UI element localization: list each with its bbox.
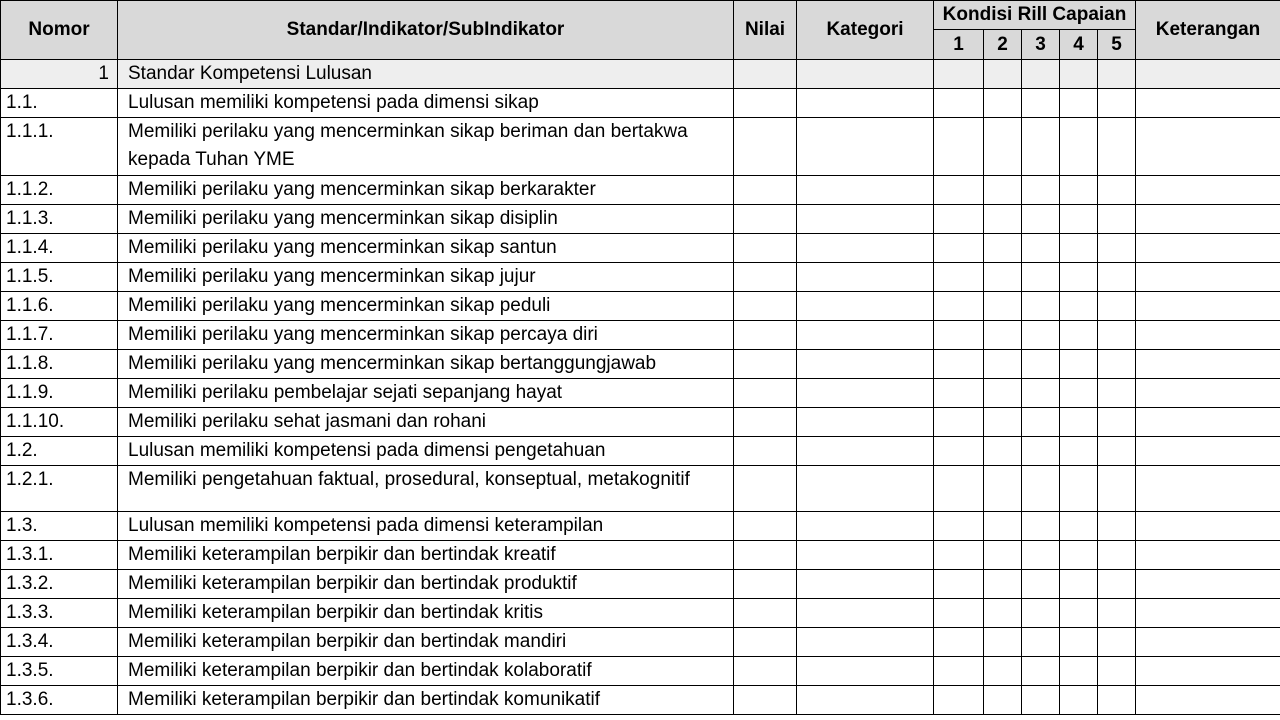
keterangan-cell[interactable] — [1136, 350, 1280, 379]
level-1-cell[interactable] — [934, 118, 984, 176]
row-number: 1.2. — [1, 437, 118, 466]
keterangan-cell[interactable] — [1136, 176, 1280, 205]
level-2-cell[interactable] — [984, 657, 1022, 686]
header-level-3: 3 — [1022, 30, 1060, 60]
row-number: 1.1. — [1, 89, 118, 118]
level-5-cell[interactable] — [1098, 263, 1136, 292]
keterangan-cell[interactable] — [1136, 599, 1280, 628]
level-5-cell[interactable] — [1098, 234, 1136, 263]
header-kategori: Kategori — [797, 1, 934, 60]
level-3-cell[interactable] — [1022, 379, 1060, 408]
table-row — [1, 408, 1280, 437]
row-indicator: Standar Kompetensi Lulusan — [118, 60, 734, 89]
level-4-cell[interactable] — [1060, 350, 1098, 379]
nilai-cell[interactable] — [734, 321, 797, 350]
level-2-cell[interactable] — [984, 686, 1022, 715]
kategori-cell[interactable] — [797, 686, 934, 715]
level-2-cell[interactable] — [984, 234, 1022, 263]
row-indicator: Memiliki perilaku yang mencerminkan sikap beriman dan bertakwa kepada Tuhan YME — [118, 118, 734, 176]
level-3-cell[interactable] — [1022, 541, 1060, 570]
level-4-cell[interactable] — [1060, 628, 1098, 657]
table-row — [1, 379, 1280, 408]
level-1-cell[interactable] — [934, 408, 984, 437]
level-4-cell[interactable] — [1060, 234, 1098, 263]
table-header — [1, 1, 1280, 60]
kategori-cell[interactable] — [797, 118, 934, 176]
level-1-cell[interactable] — [934, 657, 984, 686]
table-row — [1, 263, 1280, 292]
level-3-cell[interactable] — [1022, 350, 1060, 379]
level-4-cell[interactable] — [1060, 379, 1098, 408]
table-row — [1, 657, 1280, 686]
table-row — [1, 176, 1280, 205]
nilai-cell[interactable] — [734, 234, 797, 263]
level-1-cell[interactable] — [934, 60, 984, 89]
level-2-cell[interactable] — [984, 408, 1022, 437]
keterangan-cell[interactable] — [1136, 379, 1280, 408]
level-4-cell[interactable] — [1060, 657, 1098, 686]
level-5-cell[interactable] — [1098, 628, 1136, 657]
header-level-5: 5 — [1098, 30, 1136, 60]
kategori-cell[interactable] — [797, 205, 934, 234]
level-3-cell[interactable] — [1022, 437, 1060, 466]
table-row — [1, 541, 1280, 570]
kategori-cell[interactable] — [797, 263, 934, 292]
level-3-cell[interactable] — [1022, 570, 1060, 599]
level-3-cell[interactable] — [1022, 118, 1060, 176]
kategori-cell[interactable] — [797, 350, 934, 379]
row-indicator: Memiliki perilaku yang mencerminkan sikap percaya diri — [118, 321, 734, 350]
keterangan-cell[interactable] — [1136, 60, 1280, 89]
table-row — [1, 118, 1280, 176]
level-1-cell[interactable] — [934, 176, 984, 205]
level-2-cell[interactable] — [984, 118, 1022, 176]
level-5-cell[interactable] — [1098, 408, 1136, 437]
level-2-cell[interactable] — [984, 437, 1022, 466]
nilai-cell[interactable] — [734, 657, 797, 686]
nilai-cell[interactable] — [734, 408, 797, 437]
header-nomor: Nomor — [1, 1, 118, 60]
nilai-cell[interactable] — [734, 60, 797, 89]
row-indicator: Memiliki keterampilan berpikir dan bertindak produktif — [118, 570, 734, 599]
table-row — [1, 466, 1280, 512]
kategori-cell[interactable] — [797, 89, 934, 118]
nilai-cell[interactable] — [734, 512, 797, 541]
nilai-cell[interactable] — [734, 176, 797, 205]
keterangan-cell[interactable] — [1136, 408, 1280, 437]
level-3-cell[interactable] — [1022, 686, 1060, 715]
row-number: 1.1.2. — [1, 176, 118, 205]
level-1-cell[interactable] — [934, 234, 984, 263]
row-number: 1.1.7. — [1, 321, 118, 350]
row-indicator: Lulusan memiliki kompetensi pada dimensi sikap — [118, 89, 734, 118]
standard-row — [1, 60, 1280, 89]
level-1-cell[interactable] — [934, 512, 984, 541]
level-4-cell[interactable] — [1060, 541, 1098, 570]
keterangan-cell[interactable] — [1136, 512, 1280, 541]
row-number: 1.1.4. — [1, 234, 118, 263]
row-number: 1.1.1. — [1, 118, 118, 176]
level-5-cell[interactable] — [1098, 437, 1136, 466]
level-4-cell[interactable] — [1060, 599, 1098, 628]
header-keterangan: Keterangan — [1136, 1, 1280, 60]
table-row — [1, 321, 1280, 350]
row-indicator: Memiliki perilaku yang mencerminkan sikap santun — [118, 234, 734, 263]
level-4-cell[interactable] — [1060, 408, 1098, 437]
row-number: 1.2.1. — [1, 466, 118, 512]
level-2-cell[interactable] — [984, 570, 1022, 599]
level-4-cell[interactable] — [1060, 292, 1098, 321]
level-5-cell[interactable] — [1098, 686, 1136, 715]
level-2-cell[interactable] — [984, 541, 1022, 570]
level-1-cell[interactable] — [934, 292, 984, 321]
header-kondisi: Kondisi Rill Capaian — [934, 1, 1136, 30]
row-indicator: Memiliki perilaku yang mencerminkan sikap peduli — [118, 292, 734, 321]
table-body — [1, 60, 1280, 715]
nilai-cell[interactable] — [734, 570, 797, 599]
row-number: 1.1.8. — [1, 350, 118, 379]
level-1-cell[interactable] — [934, 570, 984, 599]
level-4-cell[interactable] — [1060, 118, 1098, 176]
level-3-cell[interactable] — [1022, 89, 1060, 118]
nilai-cell[interactable] — [734, 686, 797, 715]
row-indicator: Lulusan memiliki kompetensi pada dimensi keterampilan — [118, 512, 734, 541]
level-3-cell[interactable] — [1022, 292, 1060, 321]
level-4-cell[interactable] — [1060, 570, 1098, 599]
level-5-cell[interactable] — [1098, 657, 1136, 686]
level-1-cell[interactable] — [934, 686, 984, 715]
kategori-cell[interactable] — [797, 628, 934, 657]
nilai-cell[interactable] — [734, 628, 797, 657]
level-2-cell[interactable] — [984, 466, 1022, 512]
keterangan-cell[interactable] — [1136, 686, 1280, 715]
table-row — [1, 686, 1280, 715]
keterangan-cell[interactable] — [1136, 205, 1280, 234]
nilai-cell[interactable] — [734, 118, 797, 176]
table-row — [1, 599, 1280, 628]
table-row — [1, 205, 1280, 234]
nilai-cell[interactable] — [734, 466, 797, 512]
row-indicator: Memiliki pengetahuan faktual, prosedural, konseptual, metakognitif — [118, 466, 734, 512]
table-row — [1, 292, 1280, 321]
header-level-1: 1 — [934, 30, 984, 60]
row-number: 1.1.5. — [1, 263, 118, 292]
table-row — [1, 234, 1280, 263]
kategori-cell[interactable] — [797, 466, 934, 512]
keterangan-cell[interactable] — [1136, 657, 1280, 686]
kategori-cell[interactable] — [797, 234, 934, 263]
row-indicator: Memiliki perilaku pembelajar sejati sepanjang hayat — [118, 379, 734, 408]
level-3-cell[interactable] — [1022, 263, 1060, 292]
level-1-cell[interactable] — [934, 466, 984, 512]
level-3-cell[interactable] — [1022, 628, 1060, 657]
level-4-cell[interactable] — [1060, 512, 1098, 541]
level-4-cell[interactable] — [1060, 321, 1098, 350]
row-indicator: Memiliki perilaku yang mencerminkan sikap bertanggungjawab — [118, 350, 734, 379]
level-2-cell[interactable] — [984, 379, 1022, 408]
nilai-cell[interactable] — [734, 89, 797, 118]
level-1-cell[interactable] — [934, 379, 984, 408]
level-4-cell[interactable] — [1060, 466, 1098, 512]
level-1-cell[interactable] — [934, 350, 984, 379]
row-indicator: Memiliki perilaku yang mencerminkan sikap disiplin — [118, 205, 734, 234]
level-5-cell[interactable] — [1098, 379, 1136, 408]
level-2-cell[interactable] — [984, 263, 1022, 292]
row-number: 1.3.6. — [1, 686, 118, 715]
nilai-cell[interactable] — [734, 350, 797, 379]
kategori-cell[interactable] — [797, 408, 934, 437]
keterangan-cell[interactable] — [1136, 263, 1280, 292]
table-row — [1, 350, 1280, 379]
level-4-cell[interactable] — [1060, 205, 1098, 234]
row-indicator: Memiliki perilaku yang mencerminkan sikap jujur — [118, 263, 734, 292]
level-5-cell[interactable] — [1098, 292, 1136, 321]
level-1-cell[interactable] — [934, 89, 984, 118]
level-4-cell[interactable] — [1060, 686, 1098, 715]
level-3-cell[interactable] — [1022, 234, 1060, 263]
row-indicator: Lulusan memiliki kompetensi pada dimensi pengetahuan — [118, 437, 734, 466]
kategori-cell[interactable] — [797, 657, 934, 686]
keterangan-cell[interactable] — [1136, 570, 1280, 599]
nilai-cell[interactable] — [734, 379, 797, 408]
keterangan-cell[interactable] — [1136, 234, 1280, 263]
kategori-cell[interactable] — [797, 379, 934, 408]
kategori-cell[interactable] — [797, 541, 934, 570]
level-3-cell[interactable] — [1022, 205, 1060, 234]
row-indicator: Memiliki perilaku yang mencerminkan sikap berkarakter — [118, 176, 734, 205]
nilai-cell[interactable] — [734, 599, 797, 628]
level-3-cell[interactable] — [1022, 466, 1060, 512]
nilai-cell[interactable] — [734, 205, 797, 234]
level-5-cell[interactable] — [1098, 176, 1136, 205]
keterangan-cell[interactable] — [1136, 437, 1280, 466]
keterangan-cell[interactable] — [1136, 118, 1280, 176]
row-number: 1.1.6. — [1, 292, 118, 321]
keterangan-cell[interactable] — [1136, 466, 1280, 512]
table-row — [1, 570, 1280, 599]
row-number: 1.3.1. — [1, 541, 118, 570]
kategori-cell[interactable] — [797, 176, 934, 205]
nilai-cell[interactable] — [734, 541, 797, 570]
row-indicator: Memiliki keterampilan berpikir dan bertindak kolaboratif — [118, 657, 734, 686]
level-2-cell[interactable] — [984, 60, 1022, 89]
row-indicator: Memiliki keterampilan berpikir dan bertindak mandiri — [118, 628, 734, 657]
level-1-cell[interactable] — [934, 628, 984, 657]
kategori-cell[interactable] — [797, 570, 934, 599]
level-3-cell[interactable] — [1022, 599, 1060, 628]
level-2-cell[interactable] — [984, 628, 1022, 657]
keterangan-cell[interactable] — [1136, 541, 1280, 570]
kategori-cell[interactable] — [797, 512, 934, 541]
kategori-cell[interactable] — [797, 60, 934, 89]
level-1-cell[interactable] — [934, 541, 984, 570]
level-5-cell[interactable] — [1098, 205, 1136, 234]
level-4-cell[interactable] — [1060, 263, 1098, 292]
row-number: 1.3. — [1, 512, 118, 541]
level-1-cell[interactable] — [934, 321, 984, 350]
level-4-cell[interactable] — [1060, 176, 1098, 205]
nilai-cell[interactable] — [734, 437, 797, 466]
row-number: 1 — [1, 60, 118, 89]
level-2-cell[interactable] — [984, 292, 1022, 321]
level-5-cell[interactable] — [1098, 599, 1136, 628]
row-number: 1.3.2. — [1, 570, 118, 599]
level-2-cell[interactable] — [984, 599, 1022, 628]
level-1-cell[interactable] — [934, 599, 984, 628]
level-3-cell[interactable] — [1022, 408, 1060, 437]
row-indicator: Memiliki perilaku sehat jasmani dan rohani — [118, 408, 734, 437]
level-2-cell[interactable] — [984, 321, 1022, 350]
level-2-cell[interactable] — [984, 512, 1022, 541]
level-5-cell[interactable] — [1098, 570, 1136, 599]
level-3-cell[interactable] — [1022, 60, 1060, 89]
table-row — [1, 628, 1280, 657]
kategori-cell[interactable] — [797, 292, 934, 321]
level-2-cell[interactable] — [984, 350, 1022, 379]
level-4-cell[interactable] — [1060, 60, 1098, 89]
level-2-cell[interactable] — [984, 89, 1022, 118]
header-nilai: Nilai — [734, 1, 797, 60]
level-3-cell[interactable] — [1022, 512, 1060, 541]
level-5-cell[interactable] — [1098, 321, 1136, 350]
header-indikator: Standar/Indikator/SubIndikator — [118, 1, 734, 60]
row-indicator: Memiliki keterampilan berpikir dan bertindak kritis — [118, 599, 734, 628]
level-5-cell[interactable] — [1098, 466, 1136, 512]
row-number: 1.3.3. — [1, 599, 118, 628]
level-3-cell[interactable] — [1022, 176, 1060, 205]
kategori-cell[interactable] — [797, 437, 934, 466]
level-1-cell[interactable] — [934, 205, 984, 234]
row-number: 1.1.10. — [1, 408, 118, 437]
header-level-2: 2 — [984, 30, 1022, 60]
table-row — [1, 512, 1280, 541]
row-number: 1.1.9. — [1, 379, 118, 408]
level-5-cell[interactable] — [1098, 118, 1136, 176]
header-level-4: 4 — [1060, 30, 1098, 60]
level-1-cell[interactable] — [934, 263, 984, 292]
table-row — [1, 89, 1280, 118]
row-indicator: Memiliki keterampilan berpikir dan bertindak kreatif — [118, 541, 734, 570]
level-2-cell[interactable] — [984, 205, 1022, 234]
level-3-cell[interactable] — [1022, 657, 1060, 686]
kategori-cell[interactable] — [797, 321, 934, 350]
keterangan-cell[interactable] — [1136, 628, 1280, 657]
level-4-cell[interactable] — [1060, 89, 1098, 118]
row-number: 1.1.3. — [1, 205, 118, 234]
kategori-cell[interactable] — [797, 599, 934, 628]
row-number: 1.3.4. — [1, 628, 118, 657]
level-1-cell[interactable] — [934, 437, 984, 466]
level-4-cell[interactable] — [1060, 437, 1098, 466]
level-3-cell[interactable] — [1022, 321, 1060, 350]
keterangan-cell[interactable] — [1136, 321, 1280, 350]
level-2-cell[interactable] — [984, 176, 1022, 205]
nilai-cell[interactable] — [734, 292, 797, 321]
level-5-cell[interactable] — [1098, 60, 1136, 89]
row-number: 1.3.5. — [1, 657, 118, 686]
table-row — [1, 437, 1280, 466]
row-indicator: Memiliki keterampilan berpikir dan bertindak komunikatif — [118, 686, 734, 715]
level-5-cell[interactable] — [1098, 350, 1136, 379]
nilai-cell[interactable] — [734, 263, 797, 292]
level-5-cell[interactable] — [1098, 512, 1136, 541]
keterangan-cell[interactable] — [1136, 89, 1280, 118]
level-5-cell[interactable] — [1098, 541, 1136, 570]
level-5-cell[interactable] — [1098, 89, 1136, 118]
keterangan-cell[interactable] — [1136, 292, 1280, 321]
